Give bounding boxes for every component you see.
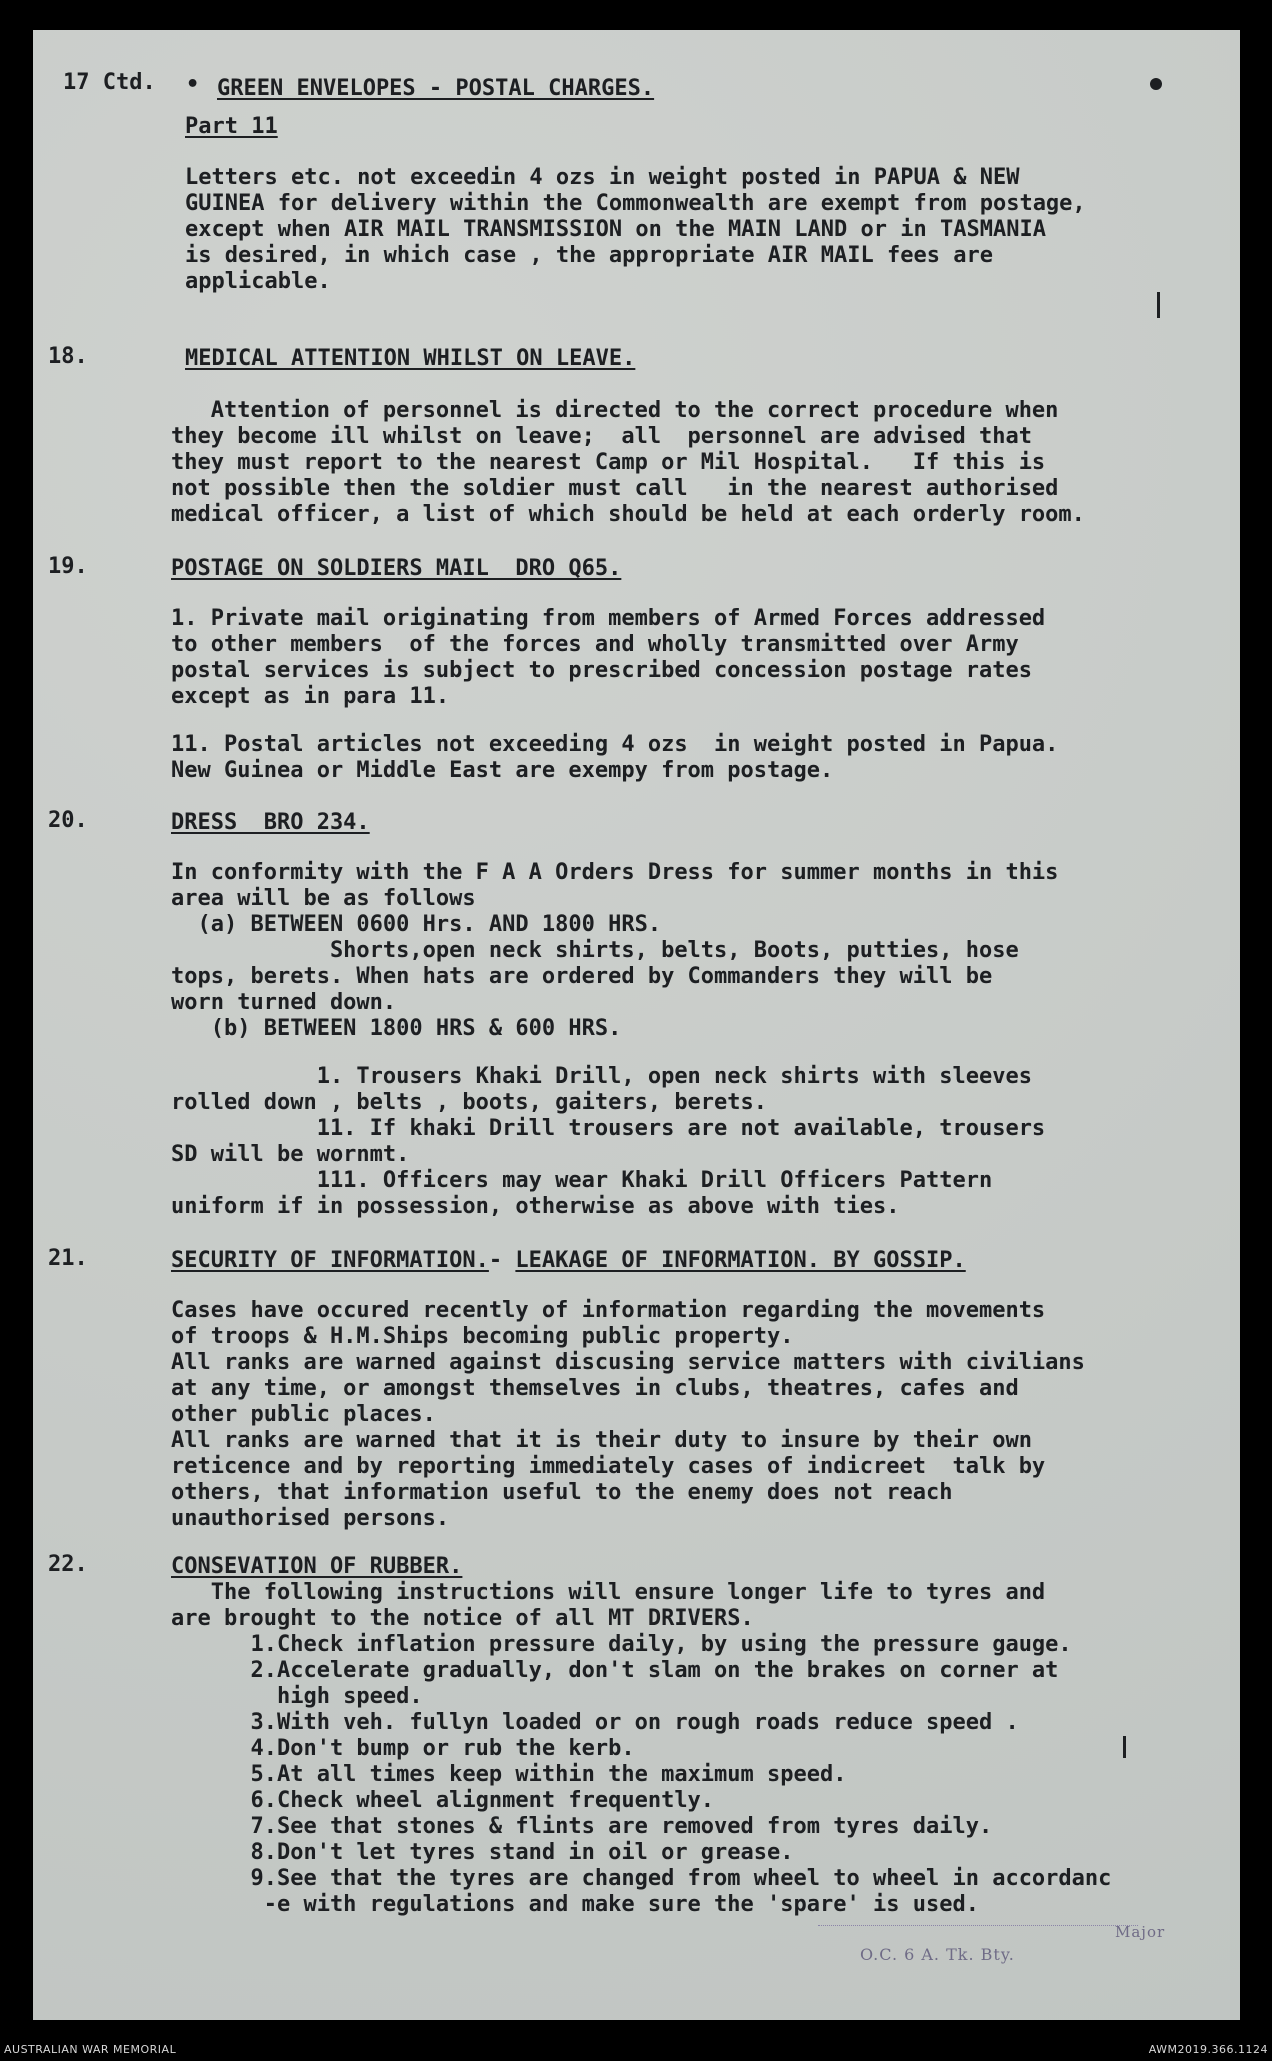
body-line: GUINEA for delivery within the Commonwealth are exempt from postage, [185,191,1086,216]
section-19-number: 19. [48,554,88,579]
list-item: 1.Check inflation pressure daily, by using the pressure gauge. [171,1632,1072,1657]
body-line: except as in para 11. [171,684,450,709]
body-line: Attention of personnel is directed to the correct procedure when [171,398,1059,423]
ink-mark [1150,78,1162,90]
body-line: area will be as follows [171,886,476,911]
section-22-number: 22. [48,1552,88,1577]
body-line: New Guinea or Middle East are exempy from postage. [171,758,834,783]
section-21-title [171,1248,966,1274]
body-line: uniform if in possession, otherwise as above with ties. [171,1194,900,1219]
body-line: tops, berets. When hats are ordered by Commanders they will be [171,964,993,989]
section-18-title: MEDICAL ATTENTION WHILST ON LEAVE. [185,346,636,371]
body-line: (a) BETWEEN 0600 Hrs. AND 1800 HRS. [171,912,662,937]
body-line: 11. If khaki Drill trousers are not available, trousers [171,1116,1046,1141]
list-item: -e with regulations and make sure the 'spare' is used. [171,1892,979,1917]
body-line: 1. Trousers Khaki Drill, open neck shirts with sleeves [171,1064,1032,1089]
archive-credit: AUSTRALIAN WAR MEMORIAL [4,2043,177,2056]
section-17-number: 17 Ctd. [63,70,156,95]
ink-mark [1123,1736,1126,1758]
body-line: SD will be wornmt. [171,1142,410,1167]
list-item: 7.See that stones & flints are removed from tyres daily. [171,1814,993,1839]
signature-unit-stamp: O.C. 6 A. Tk. Bty. [860,1945,1015,1964]
body-line: to other members of the forces and wholly transmitted over Army [171,632,1019,657]
body-line: In conformity with the F A A Orders Dress for summer months in this [171,860,1059,885]
section-21-title-b: LEAKAGE OF INFORMATION. BY GOSSIP. [515,1248,966,1273]
section-18-number: 18. [48,344,88,369]
body-line: except when AIR MAIL TRANSMISSION on the MAIN LAND or in TASMANIA [185,217,1046,242]
body-line: (b) BETWEEN 1800 HRS & 600 HRS. [171,1016,622,1041]
body-line: The following instructions will ensure longer life to tyres and [171,1580,1046,1605]
archive-id: AWM2019.366.1124 [1148,2043,1268,2056]
list-item: 9.See that the tyres are changed from wheel to wheel in accordanc [171,1866,1112,1891]
body-line: of troops & H.M.Ships becoming public property. [171,1324,794,1349]
body-line: unauthorised persons. [171,1506,450,1531]
body-line: others, that information useful to the enemy does not reach [171,1480,953,1505]
section-17-title: GREEN ENVELOPES - POSTAL CHARGES. [217,76,655,101]
body-line: other public places. [171,1402,436,1427]
body-line: are brought to the notice of all MT DRIVERS. [171,1606,754,1631]
body-line: Cases have occured recently of information regarding the movements [171,1298,1046,1323]
ink-mark [1157,292,1160,318]
body-line: postal services is subject to prescribed concession postage rates [171,658,1032,683]
body-line: not possible then the soldier must call in the nearest authorised [171,476,1059,501]
section-21-title-a: SECURITY OF INFORMATION. [171,1248,489,1273]
body-line: All ranks are warned that it is their duty to insure by their own [171,1428,1032,1453]
bullet: • [186,72,200,97]
body-line: rolled down , belts , boots, gaiters, berets. [171,1090,768,1115]
section-21-number: 21. [48,1246,88,1271]
section-19-title: POSTAGE ON SOLDIERS MAIL DRO Q65. [171,556,622,581]
section-22-title: CONSEVATION OF RUBBER. [171,1554,463,1579]
section-20-number: 20. [48,808,88,833]
body-line: Letters etc. not exceedin 4 ozs in weight posted in PAPUA & NEW [185,165,1020,190]
body-line: worn turned down. [171,990,397,1015]
list-item: 2.Accelerate gradually, don't slam on the brakes on corner at [171,1658,1059,1683]
section-21-title-sep: - [488,1248,503,1273]
body-line: at any time, or amongst themselves in clubs, theatres, cafes and [171,1376,1019,1401]
list-item: 6.Check wheel alignment frequently. [171,1788,715,1813]
list-item: high speed. [171,1684,423,1709]
list-item: 3.With veh. fullyn loaded or on rough roads reduce speed . [171,1710,1019,1735]
body-line: medical officer, a list of which should be held at each orderly room. [171,502,1085,527]
body-line: applicable. [185,269,331,294]
list-item: 8.Don't let tyres stand in oil or grease. [171,1840,794,1865]
section-17-part: Part 11 [185,114,278,139]
body-line: Shorts,open neck shirts, belts, Boots, putties, hose [171,938,1019,963]
signature-rank: Major [1115,1923,1166,1941]
body-line: is desired, in which case , the appropriate AIR MAIL fees are [185,243,993,268]
signature-line [818,1925,1138,1926]
body-line: 111. Officers may wear Khaki Drill Officers Pattern [171,1168,993,1193]
section-20-title: DRESS BRO 234. [171,810,370,835]
document-page [33,30,1240,2020]
list-item: 4.Don't bump or rub the kerb. [171,1736,635,1761]
list-item: 5.At all times keep within the maximum speed. [171,1762,847,1787]
body-line: they must report to the nearest Camp or Mil Hospital. If this is [171,450,1046,475]
body-line: they become ill whilst on leave; all personnel are advised that [171,424,1032,449]
body-line: reticence and by reporting immediately cases of indicreet talk by [171,1454,1046,1479]
body-line: All ranks are warned against discusing service matters with civilians [171,1350,1085,1375]
body-line: 1. Private mail originating from members of Armed Forces addressed [171,606,1046,631]
body-line: 11. Postal articles not exceeding 4 ozs in weight posted in Papua. [171,732,1059,757]
